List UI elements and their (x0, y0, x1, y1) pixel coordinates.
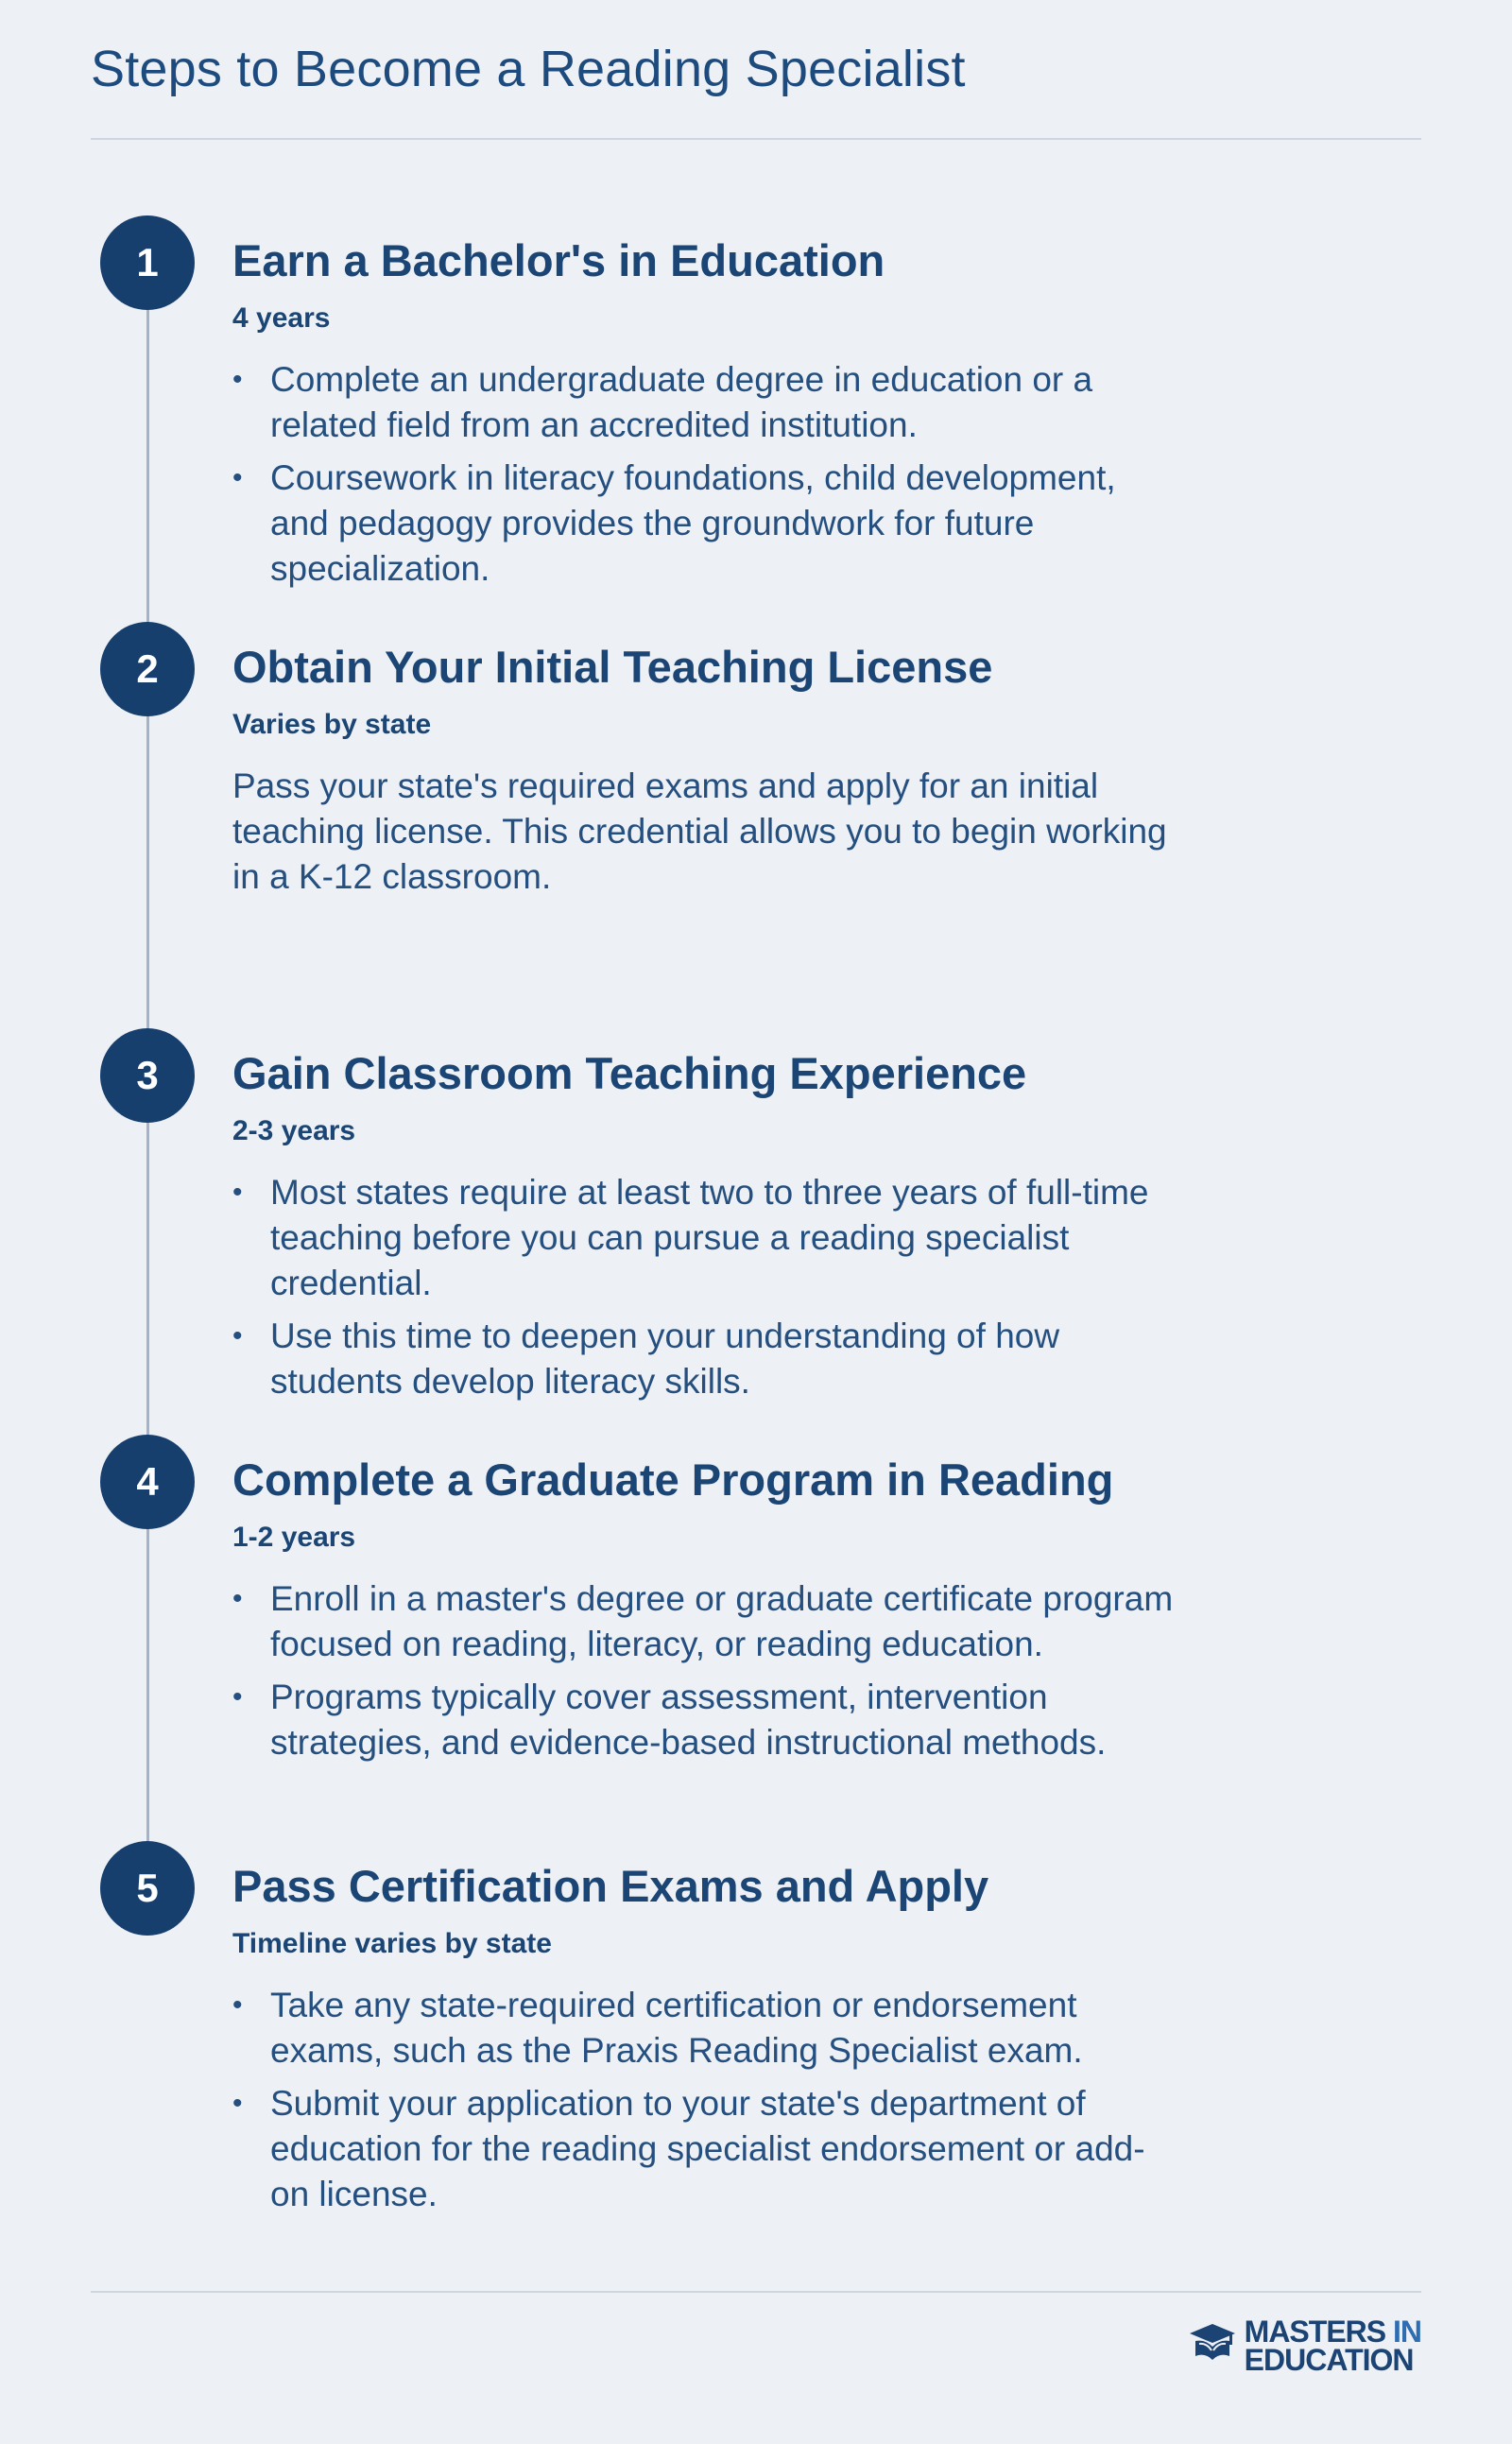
step-body (232, 764, 1177, 900)
list-item: • Enroll in a master's degree or graduate certificate program focused on reading, literacy, or reading education. (232, 1576, 1177, 1667)
footer-divider (91, 2291, 1421, 2293)
step-number-badge: 4 (100, 1435, 195, 1529)
step-duration: 1-2 years (232, 1522, 356, 1553)
step-bullet-list (232, 357, 1177, 592)
step-duration: 4 years (232, 302, 331, 334)
step-body (232, 1170, 1177, 1412)
step-duration: Timeline varies by state (232, 1928, 552, 1959)
brand-masters: MASTERS (1244, 2315, 1386, 2349)
brand-education: EDUCATION (1244, 2343, 1414, 2377)
step-body (232, 1983, 1177, 2225)
step-title: Gain Classroom Teaching Experience (232, 1048, 1027, 1098)
step-title: Pass Certification Exams and Apply (232, 1861, 989, 1911)
brand-logo (1188, 2315, 1421, 2377)
step-bullet-list (232, 1576, 1177, 1765)
step-duration: Varies by state (232, 709, 432, 740)
graduation-cap-book-icon (1188, 2322, 1237, 2370)
step-number-badge: 3 (100, 1028, 195, 1123)
brand-wordmark (1244, 2315, 1421, 2377)
list-item: • Coursework in literacy foundations, child development, and pedagogy provides the groundwork for future specialization. (232, 456, 1177, 592)
step-bullet-list (232, 1170, 1177, 1404)
step-duration: 2-3 years (232, 1115, 356, 1146)
step-body (232, 1576, 1177, 1773)
list-item: • Take any state-required certification or endorsement exams, such as the Praxis Reading Specialist exam. (232, 1983, 1177, 2074)
step-description: Pass your state's required exams and apply for an initial teaching license. This credential allows you to begin working in a K-12 classroom. (232, 766, 1167, 896)
step-title: Earn a Bachelor's in Education (232, 235, 885, 285)
brand-in: IN (1393, 2315, 1421, 2349)
step-title: Complete a Graduate Program in Reading (232, 1454, 1114, 1505)
list-item: • Use this time to deepen your understanding of how students develop literacy skills. (232, 1314, 1177, 1404)
step-bullet-list (232, 1983, 1177, 2217)
step-number-badge: 5 (100, 1841, 195, 1936)
step-number-badge: 2 (100, 622, 195, 716)
list-item: • Submit your application to your state's department of education for the reading specialist endorsement or add-on license. (232, 2081, 1177, 2217)
list-item: • Programs typically cover assessment, intervention strategies, and evidence-based instructional methods. (232, 1675, 1177, 1765)
page-title: Steps to Become a Reading Specialist (91, 41, 966, 97)
list-item: • Most states require at least two to three years of full-time teaching before you can pursue a reading specialist credential. (232, 1170, 1177, 1306)
step-number-badge: 1 (100, 215, 195, 310)
header-divider (91, 138, 1421, 140)
step-title: Obtain Your Initial Teaching License (232, 642, 993, 692)
list-item: • Complete an undergraduate degree in education or a related field from an accredited institution. (232, 357, 1177, 448)
step-body (232, 357, 1177, 599)
